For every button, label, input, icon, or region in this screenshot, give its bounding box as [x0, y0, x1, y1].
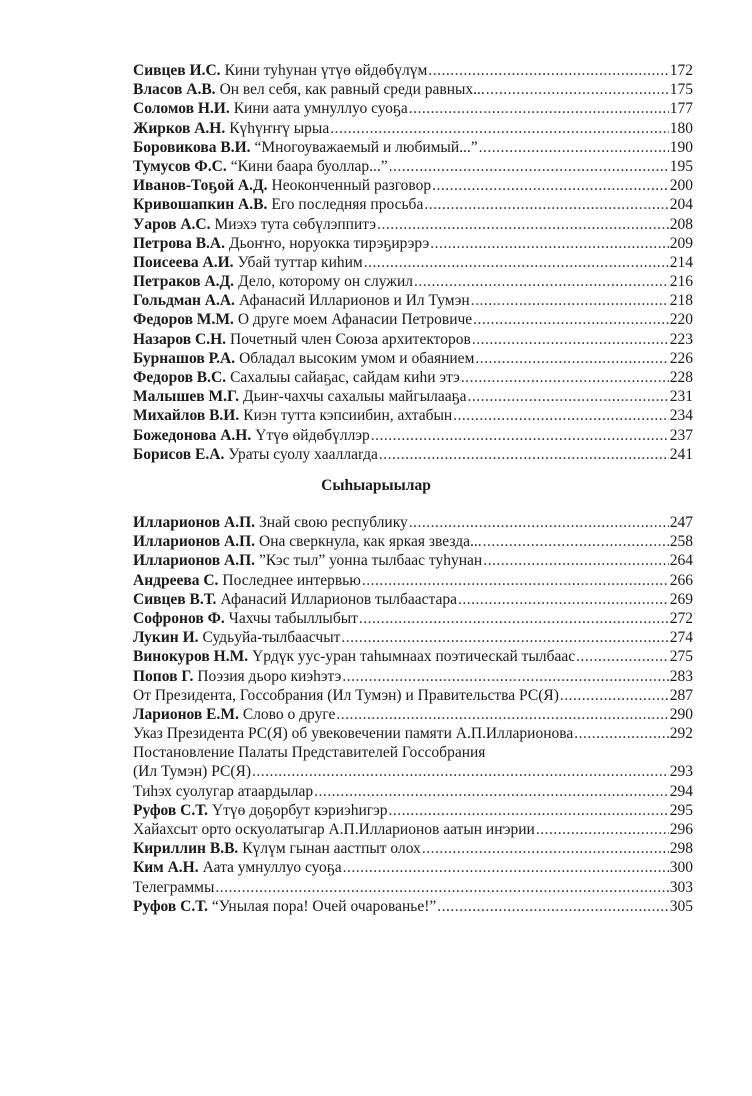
dot-leader: [342, 667, 668, 686]
dot-leader: [409, 513, 669, 532]
toc-entry: [133, 80, 693, 99]
entry-title: Тиһэх суолугар атаардылар: [133, 782, 314, 800]
entry-author: Илларионов А.П.: [133, 552, 256, 570]
entry-page-number: 293: [669, 763, 693, 781]
toc-entry: [133, 349, 693, 368]
entry-author: Власов А.В.: [133, 81, 216, 99]
entry-author: Гольдман А.А.: [133, 292, 235, 310]
toc-entry: [133, 839, 693, 858]
toc-entry: [133, 820, 693, 839]
dot-leader: [414, 272, 669, 291]
toc-entry: [133, 330, 693, 349]
dot-leader: [432, 176, 669, 195]
entry-author: Руфов С.Т.: [133, 897, 208, 915]
toc-entry: [133, 215, 693, 234]
toc-entry: [133, 426, 693, 445]
dot-leader: [364, 253, 669, 272]
toc-entry: [133, 647, 693, 666]
dot-leader: [379, 445, 669, 464]
dot-leader: [479, 138, 669, 157]
entry-author: Андреева С.: [133, 571, 219, 589]
entry-page-number: 296: [669, 821, 693, 838]
toc-entry: [133, 99, 693, 118]
dot-leader: [362, 571, 669, 590]
dot-leader: [343, 858, 669, 877]
dot-leader: [424, 195, 668, 214]
dot-leader: [461, 368, 669, 387]
entry-title: Ураты суолу хааллarда: [228, 445, 378, 463]
toc-entry: [133, 858, 693, 877]
toc-entry: [133, 782, 693, 801]
entry-author: Борисов Е.А.: [133, 445, 225, 463]
entry-author: Сивцев В.Т.: [133, 590, 217, 608]
entry-title: Последнее интервью: [222, 571, 361, 589]
entry-title: “Кини баара буоллар...”: [230, 157, 388, 175]
entry-page-number: 177: [669, 100, 693, 118]
entry-page-number: 287: [669, 686, 693, 704]
entry-title: ”Кэс тыл” уонна тылбаас туһунан: [259, 552, 483, 570]
toc-entry: [133, 609, 693, 628]
entry-page-number: 266: [669, 571, 693, 589]
entry-author: Винокуров Н.М.: [133, 648, 249, 666]
dot-leader: [409, 99, 669, 118]
dot-leader: [359, 609, 669, 628]
entry-page-number: 234: [669, 407, 693, 425]
entry-title: Обладал высоким умом и обаянием: [239, 349, 475, 367]
toc-entry: [133, 253, 693, 272]
dot-leader: [314, 782, 669, 801]
entry-title: Постановление Палаты Представителей Госсобрания: [133, 744, 486, 762]
entry-page-number: 300: [669, 859, 693, 877]
entry-author: Сивцев И.С.: [133, 62, 221, 79]
entry-page-number: 292: [669, 725, 693, 743]
entry-title: Телеграммы: [133, 878, 215, 896]
dot-leader: [422, 839, 669, 858]
toc-list-memoirs: [133, 61, 693, 464]
toc-entry: [133, 590, 693, 609]
entry-title: Судьуйа-тылбаасчыт: [202, 629, 341, 647]
entry-page-number: 204: [669, 196, 693, 214]
toc-entry: [133, 406, 693, 425]
entry-page-number: 303: [669, 878, 693, 896]
entry-author: Тумусов Ф.С.: [133, 157, 227, 175]
dot-leader: [536, 820, 669, 839]
entry-title: Сахалыы сайаҕас, сайдам киһи этэ: [230, 369, 460, 386]
dot-leader: [475, 349, 668, 368]
dot-leader: [430, 234, 669, 253]
toc-entry: [133, 368, 693, 387]
entry-page-number: 272: [669, 609, 693, 627]
dot-leader: [252, 762, 669, 781]
entry-author: Илларионов А.П.: [133, 514, 256, 531]
dot-leader: [560, 686, 669, 705]
dot-leader: [428, 61, 668, 80]
entry-page-number: 237: [669, 426, 693, 444]
entry-title: Кини туһунан үтүө өйдөбүлүм: [224, 62, 428, 79]
entry-author: Софронов Ф.: [133, 609, 225, 627]
entry-author: Петрова В.А.: [133, 234, 226, 252]
entry-title: Үрдүк уус-уран таһымнаах поэтическай тылбаас: [252, 648, 576, 666]
entry-page-number: 218: [669, 292, 693, 310]
entry-author: Лукин И.: [133, 629, 199, 647]
toc-entry: [133, 310, 693, 329]
toc-entry: [133, 743, 693, 762]
entry-author: Божедонова А.Н.: [133, 426, 252, 444]
dot-leader: [389, 801, 669, 820]
dot-leader: [576, 647, 669, 666]
entry-title: (Ил Тумэн) РС(Я): [133, 763, 251, 781]
dot-leader: [453, 406, 669, 425]
dot-leader: [371, 426, 669, 445]
entry-author: Соломов Н.И.: [133, 100, 230, 118]
entry-page-number: 228: [669, 369, 693, 386]
entry-title: Дело, которому он служил: [238, 273, 414, 291]
toc-entry: [133, 705, 693, 724]
entry-page-number: 290: [669, 705, 693, 723]
entry-page-number: 305: [669, 897, 693, 915]
toc-entry: [133, 667, 693, 686]
toc-entry: [133, 387, 693, 406]
toc-entry: [133, 138, 693, 157]
entry-page-number: 180: [669, 119, 693, 137]
entry-page-number: 264: [669, 552, 693, 570]
entry-author: Боровикова В.И.: [133, 138, 251, 156]
entry-author: Кривошапкин А.В.: [133, 196, 268, 214]
entry-title: Аата умнуллуо суоҕа: [202, 859, 342, 877]
entry-author: Руфов С.Т.: [133, 801, 208, 819]
entry-page-number: 294: [669, 782, 693, 800]
entry-title: Миэхэ тута сөбүлэппитэ: [214, 215, 377, 233]
dot-leader: [336, 705, 668, 724]
entry-page-number: 298: [669, 840, 693, 858]
entry-author: Кириллин В.В.: [133, 840, 239, 858]
entry-page-number: 216: [669, 273, 693, 291]
toc-entry: [133, 176, 693, 195]
entry-author: Федоров В.С.: [133, 369, 227, 386]
entry-page-number: 208: [669, 215, 693, 233]
entry-title: “Многоуважаемый и любимый...”: [254, 138, 478, 156]
section-heading: Сыһыарыылар: [321, 477, 431, 494]
entry-title: Дьоҥҥо, норуокка тирэҕирэрэ: [229, 234, 430, 252]
toc-entry: [133, 272, 693, 291]
toc-entry: [133, 628, 693, 647]
entry-author: Малышев М.Г.: [133, 388, 240, 406]
entry-author: Поисеева А.И.: [133, 253, 234, 271]
toc-entry: [133, 61, 693, 80]
toc-entry: [133, 119, 693, 138]
entry-title: Күһүҥҥү ырыа: [229, 119, 330, 137]
dot-leader: [472, 330, 669, 349]
dot-leader: [483, 532, 669, 551]
entry-title: Поэзия дьоро киэһэтэ: [197, 667, 342, 685]
dot-leader: [389, 157, 669, 176]
entry-author: Бурнашов Р.А.: [133, 349, 236, 367]
dot-leader: [330, 119, 669, 138]
entry-title: Дьиҥ-чахчы сахалыы майгылааҕа: [243, 388, 467, 406]
entry-title: Почетный член Союза архитекторов: [230, 330, 471, 348]
toc-entry: [133, 551, 693, 570]
entry-page-number: 172: [669, 62, 693, 79]
entry-title: Киэн тутта кэпсиибин, ахтабын: [243, 407, 453, 425]
toc-entry: [133, 878, 693, 897]
entry-page-number: 247: [669, 514, 693, 531]
entry-title: Үтүө доҕорбут кэриэһигэр: [211, 801, 388, 819]
entry-title: Афанасий Илларионов и Ил Тумэн: [238, 292, 470, 310]
toc-entry: [133, 686, 693, 705]
entry-page-number: 220: [669, 311, 693, 329]
entry-title: Кини аата умнуллуо суоҕа: [233, 100, 408, 118]
entry-title: Хайахсыт орто оскуолатыгар А.П.Илларионов аатын иҥэрии: [133, 821, 535, 838]
entry-author: Илларионов А.П.: [133, 533, 256, 551]
entry-page-number: 295: [669, 801, 693, 819]
entry-page-number: 190: [669, 138, 693, 156]
entry-title: Он вел себя, как равный среди равных...: [219, 81, 485, 99]
entry-page-number: 275: [669, 648, 693, 666]
dot-leader: [458, 590, 669, 609]
toc-entry: [133, 897, 693, 916]
toc-entry: [133, 762, 693, 781]
toc-entry: [133, 291, 693, 310]
toc-entry: [133, 234, 693, 253]
dot-leader: [471, 291, 669, 310]
entry-page-number: 209: [669, 234, 693, 252]
entry-title: О друге моем Афанасии Петровиче: [237, 311, 473, 329]
dot-leader: [215, 878, 668, 897]
entry-title: Указ Президента РС(Я) об увековечении памяти А.П.Илларионова: [133, 725, 574, 743]
toc-list-appendices: [133, 513, 693, 916]
toc-entry: [133, 157, 693, 176]
entry-page-number: 258: [669, 533, 693, 551]
entry-page-number: 200: [669, 177, 693, 195]
entry-title: Афанасий Илларионов тылбаастара: [220, 590, 457, 608]
entry-title: “Унылая пора! Очей очарованье!”: [211, 897, 437, 915]
entry-title: Она сверкнула, как яркая звезда...: [259, 533, 482, 551]
entry-title: Слово о друге: [242, 705, 336, 723]
entry-page-number: 226: [669, 349, 693, 367]
toc-entry: [133, 801, 693, 820]
entry-title: Чахчы табыллыбыт: [228, 609, 358, 627]
toc-entry: [133, 195, 693, 214]
dot-leader: [574, 724, 668, 743]
dot-leader: [483, 551, 669, 570]
entry-page-number: 214: [669, 253, 693, 271]
entry-page-number: 195: [669, 157, 693, 175]
entry-author: Ким А.Н.: [133, 859, 199, 877]
entry-author: Михайлов В.И.: [133, 407, 240, 425]
entry-author: Жирков А.Н.: [133, 119, 226, 137]
entry-title: Неоконченный разговор: [271, 177, 432, 195]
entry-page-number: 283: [669, 667, 693, 685]
entry-title: Его последняя просьба: [271, 196, 424, 214]
dot-leader: [377, 215, 669, 234]
entry-title: Күлүм гынан аастпыт олох: [242, 840, 421, 858]
entry-author: Уаров А.С.: [133, 215, 211, 233]
entry-author: Ларионов Е.М.: [133, 705, 239, 723]
toc-entry: [133, 513, 693, 532]
entry-page-number: 269: [669, 590, 693, 608]
entry-title: Убай туттар киһим: [237, 253, 363, 271]
entry-title: Знай свою республику: [259, 514, 408, 531]
dot-leader: [437, 897, 668, 916]
entry-author: Иванов-Тоҕой А.Д.: [133, 177, 268, 195]
dot-leader: [341, 628, 668, 647]
entry-title: Үтүө өйдөбүллэр: [255, 426, 370, 444]
toc-entry: [133, 571, 693, 590]
dot-leader: [486, 80, 669, 99]
entry-page-number: 274: [669, 629, 693, 647]
toc-entry: [133, 532, 693, 551]
entry-author: Петраков А.Д.: [133, 273, 235, 291]
entry-title: От Президента, Госсобрания (Ил Тумэн) и Правительства РС(Я): [133, 686, 559, 704]
entry-page-number: 175: [669, 81, 693, 99]
toc-entry: [133, 445, 693, 464]
entry-page-number: 223: [669, 330, 693, 348]
entry-page-number: 231: [669, 388, 693, 406]
dot-leader: [467, 387, 668, 406]
toc-entry: [133, 724, 693, 743]
entry-author: Попов Г.: [133, 667, 194, 685]
entry-author: Назаров С.Н.: [133, 330, 227, 348]
entry-page-number: 241: [669, 445, 693, 463]
entry-author: Федоров М.М.: [133, 311, 234, 329]
dot-leader: [473, 310, 669, 329]
